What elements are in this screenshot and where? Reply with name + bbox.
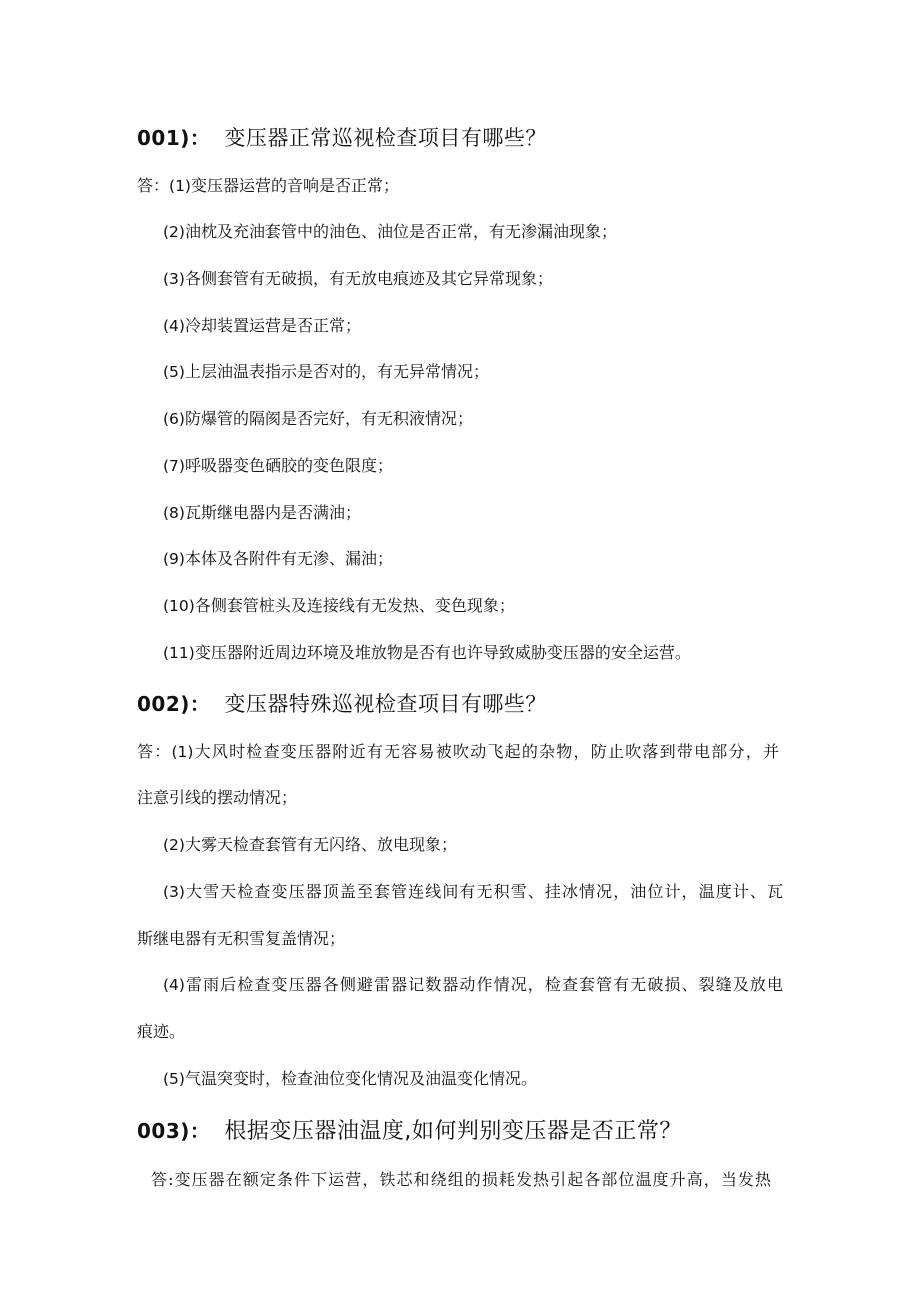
answer-line (163, 220, 617, 244)
answer-line (163, 641, 691, 665)
item-text: 大雾天检查套管有无闪络、放电现象； (184, 835, 457, 854)
item-number: (3) (163, 270, 185, 288)
item-text: 冷却装置运营是否正常； (184, 316, 361, 335)
answer-line (163, 880, 783, 904)
question-number: 002)： (137, 692, 211, 716)
answer-line (163, 501, 361, 525)
item-text: 各侧套管桩头及连接线有无发热、变色现象； (194, 596, 515, 615)
question-002-heading (137, 690, 547, 718)
answer-continuation: 注意引线的摆动情况； (137, 788, 298, 807)
item-text: 各侧套管有无破损，有无放电痕迹及其它异常现象； (184, 269, 553, 288)
item-text: 大风时检查变压器附近有无容易被吹动飞起的杂物，防止吹落到带电部分，并 (193, 742, 779, 761)
item-number: (8) (163, 504, 185, 522)
item-number: (5) (163, 1070, 185, 1088)
question-number: 003)： (137, 1119, 211, 1143)
item-number: (2) (163, 223, 185, 241)
question-number: 001)： (137, 126, 211, 150)
item-text: 本体及各附件有无渗、漏油； (184, 549, 393, 568)
item-number: (1) (169, 177, 191, 195)
answer-continuation: 斯继电器有无积雪复盖情况； (137, 929, 346, 948)
answer-prefix: 答： (137, 742, 172, 761)
answer-line (137, 740, 779, 764)
answer-line (163, 833, 457, 857)
item-number: (7) (163, 457, 185, 475)
answer-prefix: 答： (137, 176, 170, 195)
item-number: (3) (163, 883, 185, 901)
answer-line (163, 454, 393, 478)
item-number: (9) (163, 550, 185, 568)
answer-line (163, 314, 361, 338)
item-number: (1) (171, 743, 194, 761)
answer-line (163, 594, 515, 618)
item-text: 上层油温表指示是否对的，有无异常情况； (184, 362, 489, 381)
item-text: 防爆管的隔阂是否完好，有无积液情况； (184, 409, 473, 428)
item-text: 油枕及充油套管中的油色、油位是否正常，有无渗漏油现象； (184, 222, 617, 241)
item-text: 瓦斯继电器内是否满油； (184, 503, 361, 522)
item-number: (11) (163, 644, 195, 662)
item-text: 雷雨后检查变压器各侧避雷器记数器动作情况，检查套管有无破损、裂缝及放电 (184, 975, 783, 994)
answer-line: 答:变压器在额定条件下运营，铁芯和绕组的损耗发热引起各部位温度升高，当发热 (151, 1170, 771, 1189)
item-text: 变压器附近周边环境及堆放物是否有也许导致威胁变压器的安全运营。 (194, 643, 691, 662)
answer-line (163, 360, 489, 384)
item-text: 呼吸器变色硒胶的变色限度； (184, 456, 393, 475)
item-text: 变压器运营的音响是否正常； (190, 176, 399, 195)
item-number: (4) (163, 317, 185, 335)
item-text: 大雪天检查变压器顶盖至套管连线间有无积雪、挂冰情况，油位计，温度计、瓦 (184, 882, 783, 901)
question-title: 根据变压器油温度,如何判别变压器是否正常？ (224, 1119, 682, 1144)
question-title: 变压器正常巡视检查项目有哪些？ (224, 126, 547, 150)
answer-line (163, 1067, 537, 1091)
item-text: 气温突变时，检查油位变化情况及油温变化情况。 (184, 1069, 537, 1088)
answer-line (137, 174, 399, 198)
question-001-heading (137, 124, 547, 152)
question-003-heading (137, 1117, 682, 1146)
item-number: (2) (163, 836, 185, 854)
answer-line (163, 407, 473, 431)
item-number: (10) (163, 597, 195, 615)
answer-line (163, 267, 553, 291)
answer-continuation: 痕迹。 (137, 1022, 186, 1041)
answer-line (163, 973, 783, 997)
item-number: (5) (163, 363, 185, 381)
question-title: 变压器特殊巡视检查项目有哪些？ (224, 692, 547, 716)
answer-line (163, 547, 393, 571)
item-number: (6) (163, 410, 185, 428)
item-number: (4) (163, 976, 185, 994)
